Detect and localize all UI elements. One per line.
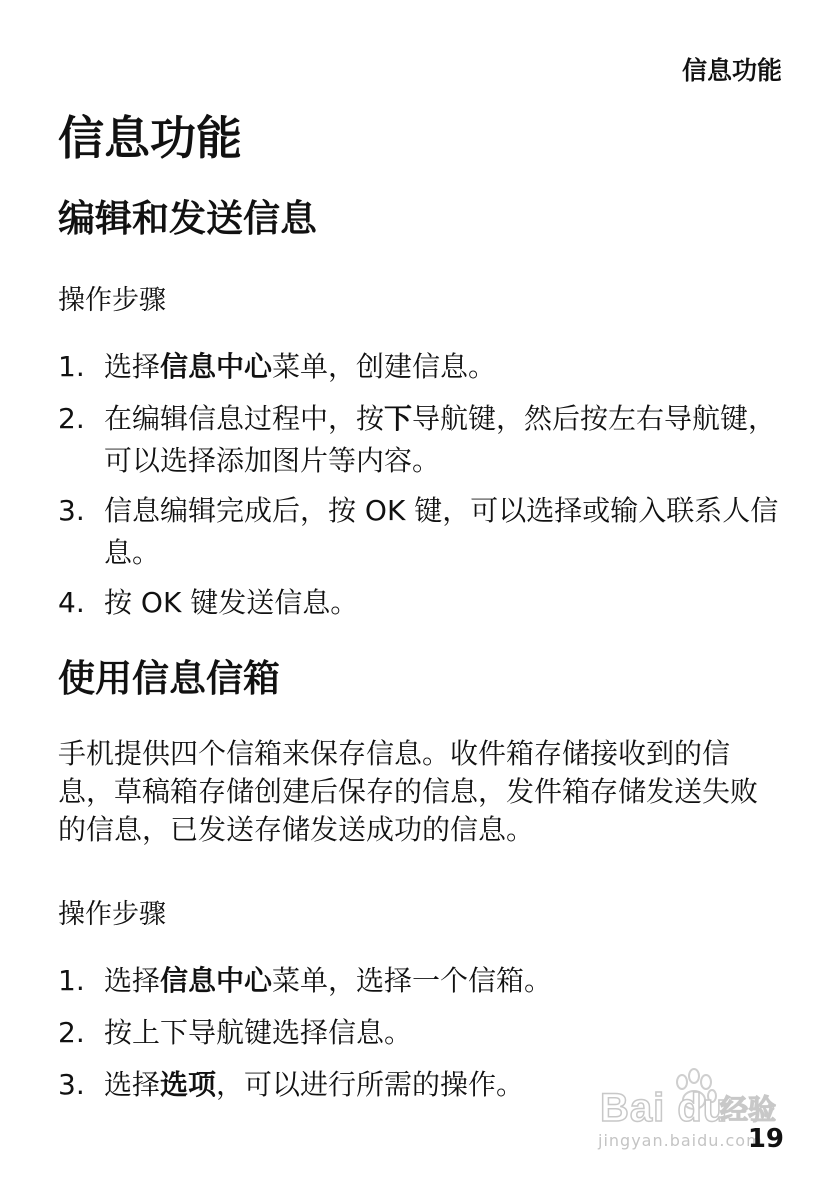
step-emphasis: 信息中心 (160, 350, 273, 383)
step-number: 1. (58, 964, 85, 997)
step-item (58, 398, 780, 482)
step-number: 2. (58, 1016, 85, 1049)
step-number: 3. (58, 1068, 85, 1101)
running-header: 信息功能 (681, 56, 782, 85)
page-title: 信息功能 (58, 111, 242, 165)
step-text: 导航键，然后按左右导航键，可以选择添加图片等内容。 (104, 402, 777, 477)
step-text: 信息编辑完成后，按 OK 键，可以选择或输入联系人信息。 (104, 494, 779, 569)
step-item (58, 960, 780, 1002)
step-text: 按 OK 键发送信息。 (104, 586, 359, 619)
steps-label: 操作步骤 (58, 899, 166, 930)
step-emphasis: 下 (384, 402, 413, 435)
step-number: 1. (58, 350, 85, 383)
step-emphasis: 选项 (160, 1068, 217, 1101)
watermark-suffix: 经验 (720, 1093, 777, 1126)
step-item (58, 1012, 780, 1054)
step-number: 2. (58, 402, 85, 435)
step-text: 选择 (104, 964, 161, 997)
step-number: 3. (58, 494, 85, 527)
step-number: 4. (58, 586, 85, 619)
step-item (58, 346, 780, 388)
section-title-edit-send: 编辑和发送信息 (58, 197, 317, 240)
page-number: 19 (747, 1124, 784, 1154)
step-text: ，可以进行所需的操作。 (216, 1068, 525, 1101)
section-paragraph: 手机提供四个信箱来保存信息。收件箱存储接收到的信息，草稿箱存储创建后保存的信息，发件箱存储发送失败的信息，已发送存储发送成功的信息。 (58, 737, 759, 846)
step-text: 菜单，选择一个信箱。 (272, 964, 553, 997)
watermark-url: jingyan.baidu.com (598, 1131, 763, 1150)
watermark-brand: Bai du (600, 1086, 729, 1130)
section-title-mailbox: 使用信息信箱 (58, 657, 280, 700)
steps-label: 操作步骤 (58, 285, 166, 316)
step-text: 选择 (104, 350, 161, 383)
step-item (58, 490, 780, 574)
step-item (58, 582, 780, 624)
step-text: 在编辑信息过程中，按 (104, 402, 385, 435)
step-emphasis: 信息中心 (160, 964, 273, 997)
step-text: 按上下导航键选择信息。 (104, 1016, 413, 1049)
step-text: 菜单，创建信息。 (272, 350, 497, 383)
step-text: 选择 (104, 1068, 161, 1101)
